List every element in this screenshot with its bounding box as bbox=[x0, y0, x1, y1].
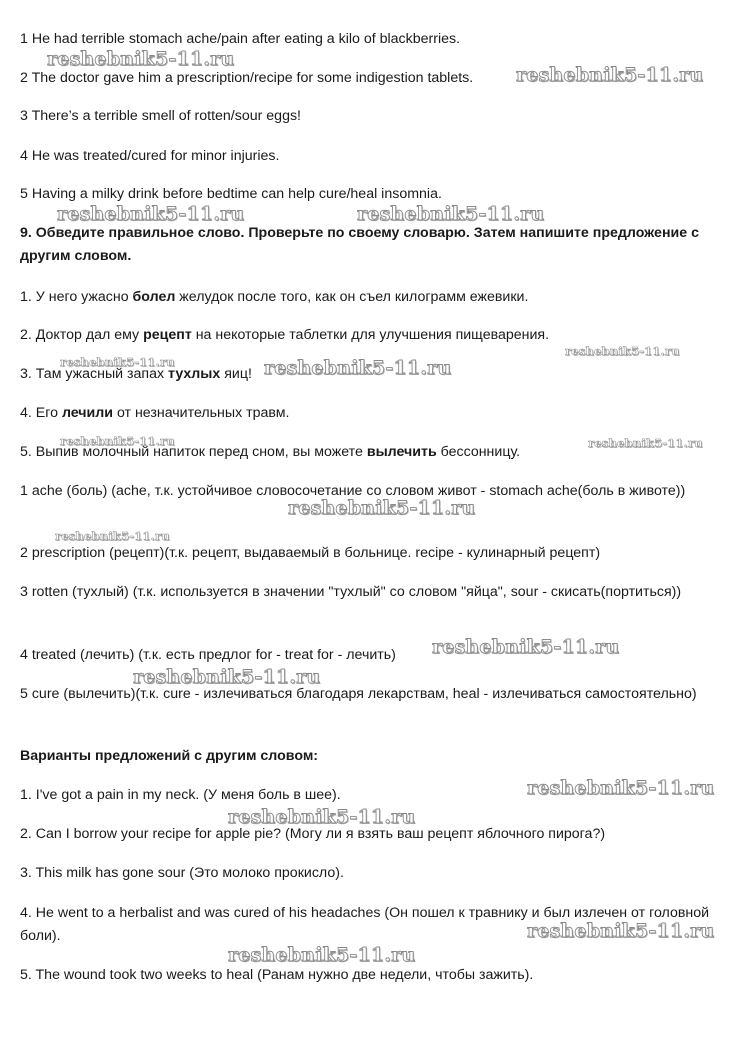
answer-2: 2 prescription (рецепт)(т.к. рецепт, выдаваемый в больнице. recipe - кулинарный рецепт) bbox=[20, 545, 601, 561]
en-item-1: 1 He had terrible stomach ache/pain after eating a kilo of blackberries. bbox=[20, 31, 461, 47]
ru-item-1: 1. У него ужасно болел желудок после того, как он съел килограмм ежевики. bbox=[20, 289, 529, 305]
watermark: reshebnik5-11.ru bbox=[264, 357, 452, 379]
answer-1: 1 ache (боль) (ache, т.к. устойчивое словосочетание со словом живот - stomach ache(боль в животе)) bbox=[20, 483, 686, 499]
watermark: reshebnik5-11.ru bbox=[527, 777, 715, 799]
en-item-5: 5 Having a milky drink before bedtime can help cure/heal insomnia. bbox=[20, 186, 442, 202]
answer-5: 5 cure (вылечить)(т.к. cure - излечиваться благодаря лекарствам, heal - излечиваться самостоятельно) bbox=[20, 686, 697, 702]
variant-4: 4. He went to a herbalist and was cured of his headaches (Он пошел к травнику и был излечен от головной боли). bbox=[20, 905, 710, 944]
ru-item-4: 4. Его лечили от незначительных травм. bbox=[20, 405, 290, 421]
watermark: reshebnik5-11.ru bbox=[60, 434, 175, 448]
watermark: reshebnik5-11.ru bbox=[228, 806, 416, 828]
watermark: reshebnik5-11.ru bbox=[228, 944, 416, 966]
en-item-4: 4 He was treated/cured for minor injuries. bbox=[20, 148, 280, 164]
variant-2: 2. Can I borrow your recipe for apple pie? (Могу ли я взять ваш рецепт яблочного пирога?) bbox=[20, 826, 606, 842]
watermark: reshebnik5-11.ru bbox=[432, 636, 620, 658]
variant-5: 5. The wound took two weeks to heal (Ранам нужно две недели, чтобы зажить). bbox=[20, 967, 534, 983]
watermark: reshebnik5-11.ru bbox=[47, 48, 235, 70]
watermark: reshebnik5-11.ru bbox=[133, 666, 321, 688]
answer-3: 3 rotten (тухлый) (т.к. используется в значении "тухлый" со словом "яйца", sour - скисать(портиться)) bbox=[20, 584, 682, 600]
watermark: reshebnik5-11.ru bbox=[288, 497, 476, 519]
watermark: reshebnik5-11.ru bbox=[60, 355, 175, 369]
watermark: reshebnik5-11.ru bbox=[55, 529, 170, 543]
watermark: reshebnik5-11.ru bbox=[588, 436, 703, 450]
watermark: reshebnik5-11.ru bbox=[357, 203, 545, 225]
answer-4: 4 treated (лечить) (т.к. есть предлог for - treat for - лечить) bbox=[20, 647, 396, 663]
variant-3: 3. This milk has gone sour (Это молоко прокисло). bbox=[20, 865, 344, 881]
variant-1: 1. I've got a pain in my neck. (У меня боль в шее). bbox=[20, 787, 341, 803]
watermark: reshebnik5-11.ru bbox=[527, 920, 715, 942]
ru-item-3: 3. Там ужасный запах тухлых яиц! bbox=[20, 366, 252, 382]
task-heading: 9. Обведите правильное слово. Проверьте по своему словарю. Затем напишите предложение с другим словом. bbox=[20, 225, 699, 264]
variants-heading: Варианты предложений с другим словом: bbox=[20, 748, 319, 764]
en-item-2: 2 The doctor gave him a prescription/recipe for some indigestion tablets. bbox=[20, 70, 474, 86]
watermark: reshebnik5-11.ru bbox=[516, 64, 704, 86]
en-item-3: 3 There’s a terrible smell of rotten/sour eggs! bbox=[20, 108, 301, 124]
ru-item-2: 2. Доктор дал ему рецепт на некоторые таблетки для улучшения пищеварения. bbox=[20, 327, 550, 343]
watermark: reshebnik5-11.ru bbox=[57, 203, 245, 225]
ru-item-5: 5. Выпив молочный напиток перед сном, вы можете вылечить бессонницу. bbox=[20, 444, 521, 460]
watermark: reshebnik5-11.ru bbox=[565, 344, 680, 358]
